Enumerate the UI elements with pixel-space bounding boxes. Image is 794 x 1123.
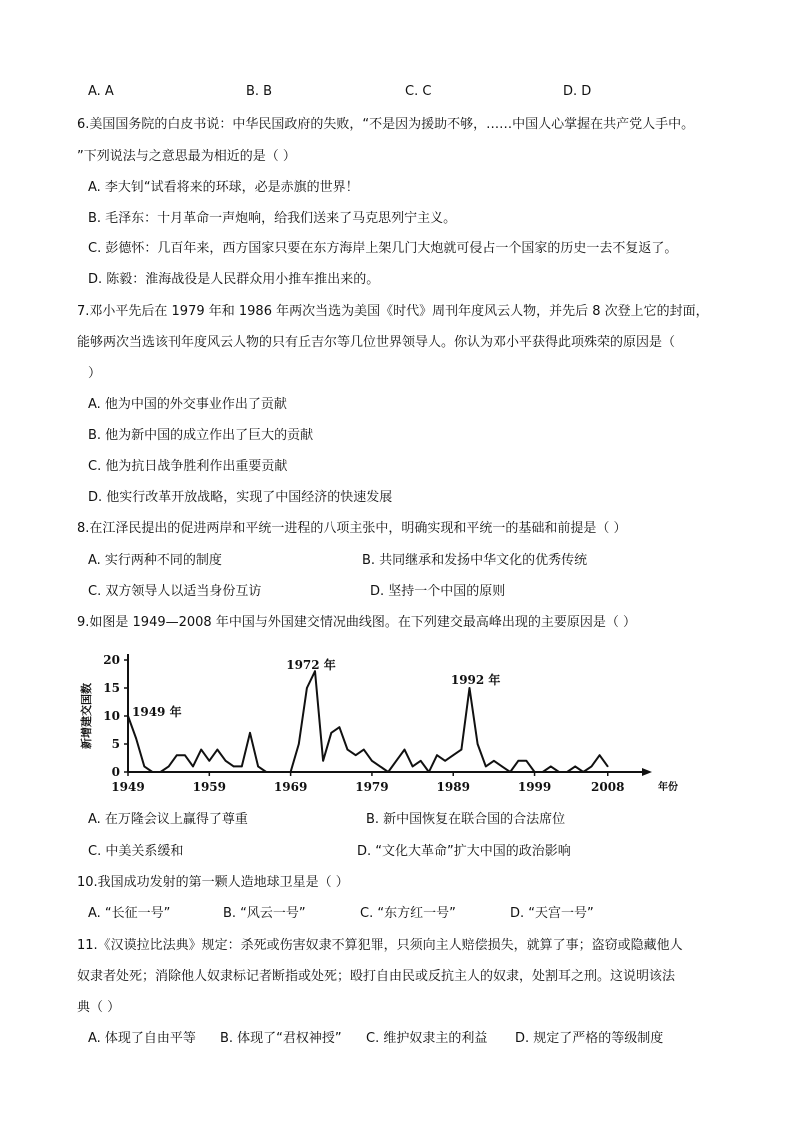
data-point — [168, 766, 170, 768]
x-tick-label: 1979 — [355, 780, 389, 794]
data-point — [355, 754, 357, 756]
q7-option-b[interactable]: B. 他为新中国的成立作出了巨大的贡献 — [88, 428, 314, 443]
data-point — [542, 771, 544, 773]
q8-stem: 8.在江泽民提出的促进两岸和平统一进程的八项主张中，明确实现和平统一的基础和前提是（ ） — [77, 521, 627, 536]
q7-stem-line1: 7.邓小平先后在 1979 年和 1986 年两次当选为美国《时代》周刊年度风云人物，并先后 8 次登上它的封面， — [77, 304, 709, 319]
x-axis-arrow — [642, 768, 652, 776]
x-tick-label: 1949 — [111, 780, 145, 794]
q8-option-a[interactable]: A. 实行两种不同的制度 — [88, 553, 222, 568]
series-line — [128, 671, 608, 772]
data-point — [135, 738, 137, 740]
data-point — [485, 766, 487, 768]
q6-stem-line1: 6.美国国务院的白皮书说：中华民国政府的失败，“不是因为援助不够，……中国人心掌握在共产党人手中。 — [77, 117, 695, 132]
x-tick-label: 1999 — [517, 780, 552, 794]
data-point — [501, 766, 503, 768]
peak-annotation: 1949 年 — [132, 705, 182, 719]
data-point — [249, 732, 251, 734]
peak-annotation: 1992 年 — [450, 673, 501, 687]
q5-option-d[interactable]: D. D — [563, 84, 592, 99]
q10-option-b[interactable]: B. “风云一号” — [223, 906, 306, 921]
data-point — [452, 754, 454, 756]
diplomatic-relations-chart — [76, 644, 678, 798]
data-point — [330, 732, 332, 734]
q5-option-a[interactable]: A. A — [88, 84, 114, 99]
q8-option-d[interactable]: D. 坚持一个中国的原则 — [370, 584, 506, 599]
x-tick-label: 1989 — [436, 780, 470, 794]
data-point — [493, 760, 495, 762]
data-point — [306, 687, 308, 689]
x-tick-label: 1969 — [273, 780, 308, 794]
q7-stem-line2: 能够两次当选该刊年度风云人物的只有丘吉尔等几位世界领导人。你认为邓小平获得此项殊荣的原因是（ — [77, 335, 676, 350]
data-point — [192, 766, 194, 768]
q11-option-c[interactable]: C. 维护奴隶主的利益 — [366, 1031, 488, 1046]
data-point — [127, 715, 129, 717]
q6-option-b[interactable]: B. 毛泽东：十月革命一声炮响，给我们送来了马克思列宁主义。 — [88, 211, 457, 226]
x-tick-label: 2008 — [591, 780, 625, 794]
data-point — [534, 771, 536, 773]
chart-series — [127, 670, 608, 772]
data-point — [591, 766, 593, 768]
data-point — [420, 760, 422, 762]
q11-option-a[interactable]: A. 体现了自由平等 — [88, 1031, 196, 1046]
peak-annotation: 1972 年 — [286, 658, 336, 673]
q6-option-d[interactable]: D. 陈毅：淮海战役是人民群众用小推车推出来的。 — [88, 272, 380, 287]
q5-option-c[interactable]: C. C — [405, 84, 432, 99]
data-point — [152, 771, 154, 773]
data-point — [444, 760, 446, 762]
q9-option-c[interactable]: C. 中美关系缓和 — [88, 844, 184, 859]
data-point — [599, 754, 601, 756]
data-point — [396, 760, 398, 762]
q11-stem-line1: 11.《汉谟拉比法典》规定：杀死或伤害奴隶不算犯罪，只须向主人赔偿损失，就算了事；盗窃或隐藏他人 — [77, 938, 683, 953]
data-point — [371, 760, 373, 762]
y-tick-label: 0 — [111, 765, 120, 779]
data-point — [558, 771, 560, 773]
q9-option-b[interactable]: B. 新中国恢复在联合国的合法席位 — [366, 812, 566, 827]
y-tick-label: 5 — [111, 737, 120, 751]
q10-option-d[interactable]: D. “天宫一号” — [510, 906, 594, 921]
data-point — [322, 760, 324, 762]
data-point — [225, 760, 227, 762]
x-tick-label: 1959 — [192, 780, 227, 794]
data-point — [200, 749, 202, 751]
y-axis-label: 新增建交国数 — [80, 683, 93, 749]
data-point — [509, 771, 511, 773]
q8-option-c[interactable]: C. 双方领导人以适当身份互访 — [88, 584, 262, 599]
data-point — [233, 766, 235, 768]
data-point — [143, 766, 145, 768]
q11-stem-line3: 典（ ） — [77, 1000, 121, 1015]
q7-option-a[interactable]: A. 他为中国的外交事业作出了贡献 — [88, 397, 287, 412]
q5-option-b[interactable]: B. B — [246, 84, 273, 99]
data-point — [436, 754, 438, 756]
data-point — [298, 743, 300, 745]
x-axis-label: 年份 — [658, 782, 678, 793]
q10-option-c[interactable]: C. “东方红一号” — [360, 906, 456, 921]
data-point — [412, 766, 414, 768]
data-point — [209, 760, 211, 762]
data-point — [517, 760, 519, 762]
q11-option-b[interactable]: B. 体现了“君权神授” — [220, 1031, 342, 1046]
q11-stem-line2: 奴隶者处死；消除他人奴隶标记者断指或处死；殴打自由民或反抗主人的奴隶，处割耳之刑。这说明该法 — [77, 969, 676, 984]
data-point — [241, 766, 243, 768]
data-point — [469, 687, 471, 689]
data-point — [379, 766, 381, 768]
data-point — [347, 749, 349, 751]
data-point — [387, 771, 389, 773]
data-point — [339, 726, 341, 728]
data-point — [583, 771, 585, 773]
data-point — [274, 771, 276, 773]
q10-option-a[interactable]: A. “长征一号” — [88, 906, 171, 921]
q9-option-d[interactable]: D. “文化大革命”扩大中国的政治影响 — [357, 844, 571, 859]
data-point — [290, 771, 292, 773]
data-point — [404, 749, 406, 751]
data-point — [574, 766, 576, 768]
q9-option-a[interactable]: A. 在万隆会议上赢得了尊重 — [88, 812, 248, 827]
y-tick-label: 15 — [103, 681, 120, 695]
data-point — [428, 771, 430, 773]
q6-option-c[interactable]: C. 彭德怀：几百年来，西方国家只要在东方海岸上架几门大炮就可侵占一个国家的历史一去不复返了。 — [88, 241, 678, 256]
data-point — [526, 760, 528, 762]
q10-stem: 10.我国成功发射的第一颗人造地球卫星是（ ） — [77, 875, 349, 890]
y-tick-label: 10 — [103, 709, 120, 723]
data-point — [566, 771, 568, 773]
data-point — [184, 754, 186, 756]
q6-option-a[interactable]: A. 李大钊“试看将来的环球，必是赤旗的世界！ — [88, 180, 359, 195]
data-point — [257, 766, 259, 768]
data-point — [363, 749, 365, 751]
q11-option-d[interactable]: D. 规定了严格的等级制度 — [515, 1031, 664, 1046]
q8-option-b[interactable]: B. 共同继承和发扬中华文化的优秀传统 — [362, 553, 588, 568]
q7-option-d[interactable]: D. 他实行改革开放战略，实现了中国经济的快速发展 — [88, 490, 393, 505]
data-point — [461, 749, 463, 751]
data-point — [550, 766, 552, 768]
data-point — [607, 766, 609, 768]
data-point — [217, 749, 219, 751]
q7-stem-line3: ） — [88, 366, 102, 381]
q9-stem: 9.如图是 1949—2008 年中国与外国建交情况曲线图。在下列建交最高峰出现的主要原因是（ ） — [77, 615, 636, 630]
data-point — [160, 771, 162, 773]
data-point — [176, 754, 178, 756]
q7-option-c[interactable]: C. 他为抗日战争胜利作出重要贡献 — [88, 459, 288, 474]
data-point — [477, 743, 479, 745]
data-point — [282, 771, 284, 773]
data-point — [265, 771, 267, 773]
q6-stem-line2: ”下列说法与之意思最为相近的是（ ） — [77, 149, 296, 164]
y-tick-label: 20 — [103, 653, 120, 667]
